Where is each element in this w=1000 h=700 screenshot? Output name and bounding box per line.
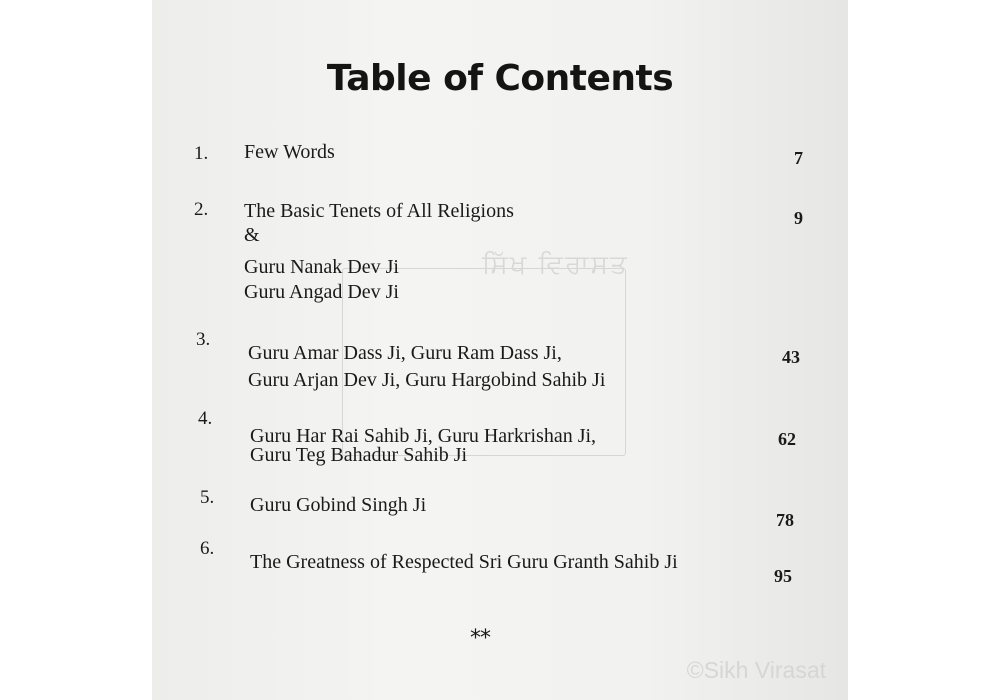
entry-title-line: Few Words [244, 141, 335, 163]
entry-title-line: The Greatness of Respected Sri Guru Granth Sahib Ji [250, 551, 678, 573]
entry-number: 2. [194, 199, 209, 220]
entry-page-number: 95 [774, 566, 792, 586]
entry-title-line: Guru Teg Bahadur Sahib Ji [250, 444, 468, 466]
entry-title-line: Guru Angad Dev Ji [244, 281, 399, 303]
entry-title-line: The Basic Tenets of All Religions [244, 200, 514, 222]
page-title: Table of Contents [326, 58, 674, 99]
entry-page-number: 62 [778, 429, 796, 449]
entry-number: 6. [200, 538, 215, 559]
entry-number: 3. [196, 329, 211, 350]
entry-page-number: 43 [782, 347, 800, 367]
entry-page-number: 7 [794, 148, 803, 168]
end-mark: ** [470, 626, 490, 651]
book-page [152, 0, 848, 700]
entry-title-line: Guru Gobind Singh Ji [250, 494, 427, 516]
watermark-logo: ਸਿੱਖ ਵਿਰਾਸਤ [482, 250, 629, 280]
entry-title-line: Guru Har Rai Sahib Ji, Guru Harkrishan Ji, [250, 425, 597, 447]
entry-page-number: 9 [794, 208, 803, 228]
entry-title-line: Guru Nanak Dev Ji [244, 256, 399, 278]
entry-page-number: 78 [776, 510, 794, 530]
entry-number: 1. [194, 143, 209, 164]
watermark-copyright: ©Sikh Virasat [686, 657, 826, 683]
entry-title-line: Guru Arjan Dev Ji, Guru Hargobind Sahib Ji [248, 369, 606, 391]
entry-number: 4. [198, 408, 213, 429]
entry-number: 5. [200, 487, 215, 508]
entry-title-line: Guru Amar Dass Ji, Guru Ram Dass Ji, [248, 342, 562, 364]
entry-title-line: & [244, 224, 260, 246]
